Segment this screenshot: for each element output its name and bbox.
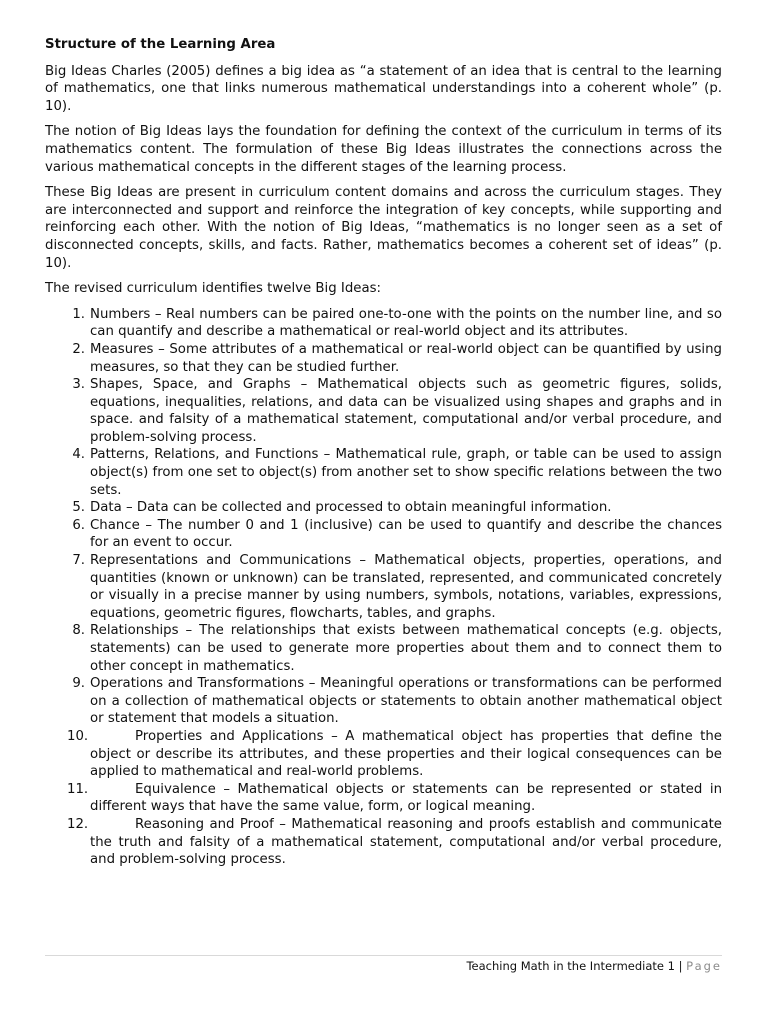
list-item-number: 8. bbox=[72, 623, 85, 639]
list-item-number: 1. bbox=[72, 306, 85, 322]
list-item-number: 3. bbox=[72, 377, 85, 393]
list-item bbox=[45, 306, 722, 341]
list-item-number: 9. bbox=[72, 676, 85, 692]
list-item-number: 2. bbox=[72, 341, 85, 357]
list-item-number: 7. bbox=[72, 553, 85, 569]
list-item-number: 11. bbox=[67, 781, 89, 797]
footer-title: Teaching Math in the Intermediate 1 bbox=[466, 959, 675, 973]
footer-separator: | bbox=[678, 959, 683, 973]
list-item bbox=[45, 446, 722, 499]
list-item-text: Reasoning and Proof – Mathematical reasoning and proofs establish and communicate the truth and falsity of a mathematical statement, computational and/or verbal procedure, and problem-solving process. bbox=[90, 816, 722, 868]
list-item-text: Numbers – Real numbers can be paired one-to-one with the points on the number line, and so can quantify and describe a mathematical or real-world object and its attributes. bbox=[90, 306, 722, 340]
footer-page-label: Page bbox=[686, 959, 722, 973]
list-item bbox=[45, 728, 722, 781]
list-item-text: Operations and Transformations – Meaningful operations or transformations can be performed on a collection of mathematical objects or statements to obtain another mathematical object or statement that models a situation. bbox=[90, 676, 722, 727]
list-item-number: 10. bbox=[67, 728, 89, 744]
list-item bbox=[45, 341, 722, 376]
list-item bbox=[45, 675, 722, 728]
list-item-text: Patterns, Relations, and Functions – Mathematical rule, graph, or table can be used to assign object(s) from one set to object(s) from another set to show specific relations between the two sets. bbox=[90, 447, 722, 498]
list-item-text: Measures – Some attributes of a mathematical or real-world object can be quantified by using measures, so that they can be studied further. bbox=[90, 341, 722, 375]
list-item-text: Relationships – The relationships that exists between mathematical concepts (e.g. objects, statements) can be used to generate more properties about them and to connect them to other concept in mathematics. bbox=[90, 623, 722, 674]
list-item-text: Properties and Applications – A mathematical object has properties that define the object or describe its attributes, and these properties and their logical consequences can be applied to mathematical and real-world problems. bbox=[90, 728, 722, 780]
list-item-number: 6. bbox=[72, 517, 85, 533]
list-item-text: Shapes, Space, and Graphs – Mathematical objects such as geometric figures, solids, equations, inequalities, relations, and data can be visualized using shapes and graphs and in space. and falsity of a mathematical statement, computational and/or verbal procedure, and problem-solving process. bbox=[90, 377, 722, 445]
list-item bbox=[45, 781, 722, 816]
list-item-text: Chance – The number 0 and 1 (inclusive) can be used to quantify and describe the chances for an event to occur. bbox=[90, 517, 722, 551]
list-item-text: Representations and Communications – Mathematical objects, properties, operations, and quantities (known or unknown) can be translated, represented, and communicated concretely or visually in a precise manner by using numbers, symbols, notations, variables, expressions, equations, geometric figures, flowcharts, tables, and graphs. bbox=[90, 553, 722, 621]
paragraph-list-intro: The revised curriculum identifies twelve Big Ideas: bbox=[45, 281, 382, 297]
document-page bbox=[45, 36, 722, 869]
list-item-number: 4. bbox=[72, 447, 85, 463]
list-item bbox=[45, 622, 722, 675]
list-item-number: 12. bbox=[67, 816, 89, 832]
list-item bbox=[45, 816, 722, 869]
paragraph-big-ideas-notion: The notion of Big Ideas lays the foundation for defining the context of the curriculum in terms of its mathematics content. The formulation of these Big Ideas illustrates the connections across the various mathematical concepts in the different stages of the learning process. bbox=[45, 124, 722, 175]
paragraph-big-idea-definition: Big Ideas Charles (2005) defines a big idea as “a statement of an idea that is central to the learning of mathematics, one that links numerous mathematical understandings into a coherent whole” (p. 10). bbox=[45, 63, 722, 114]
list-item bbox=[45, 499, 722, 517]
list-item-text: Data – Data can be collected and processed to obtain meaningful information. bbox=[90, 500, 612, 516]
page-footer bbox=[45, 955, 722, 974]
paragraph-big-ideas-presence: These Big Ideas are present in curriculum content domains and across the curriculum stages. They are interconnected and support and reinforce the integration of key concepts, while supporting and reinforcing each other. With the notion of Big Ideas, “mathematics is no longer seen as a set of disconnected concepts, skills, and facts. Rather, mathematics becomes a coherent set of ideas” (p. 10). bbox=[45, 185, 722, 271]
list-item bbox=[45, 376, 722, 446]
big-ideas-list bbox=[45, 306, 722, 869]
list-item-text: Equivalence – Mathematical objects or statements can be represented or stated in different ways that have the same value, form, or logical meaning. bbox=[90, 781, 722, 815]
list-item-number: 5. bbox=[72, 500, 85, 516]
list-item bbox=[45, 552, 722, 622]
list-item bbox=[45, 517, 722, 552]
section-heading: Structure of the Learning Area bbox=[45, 37, 276, 52]
